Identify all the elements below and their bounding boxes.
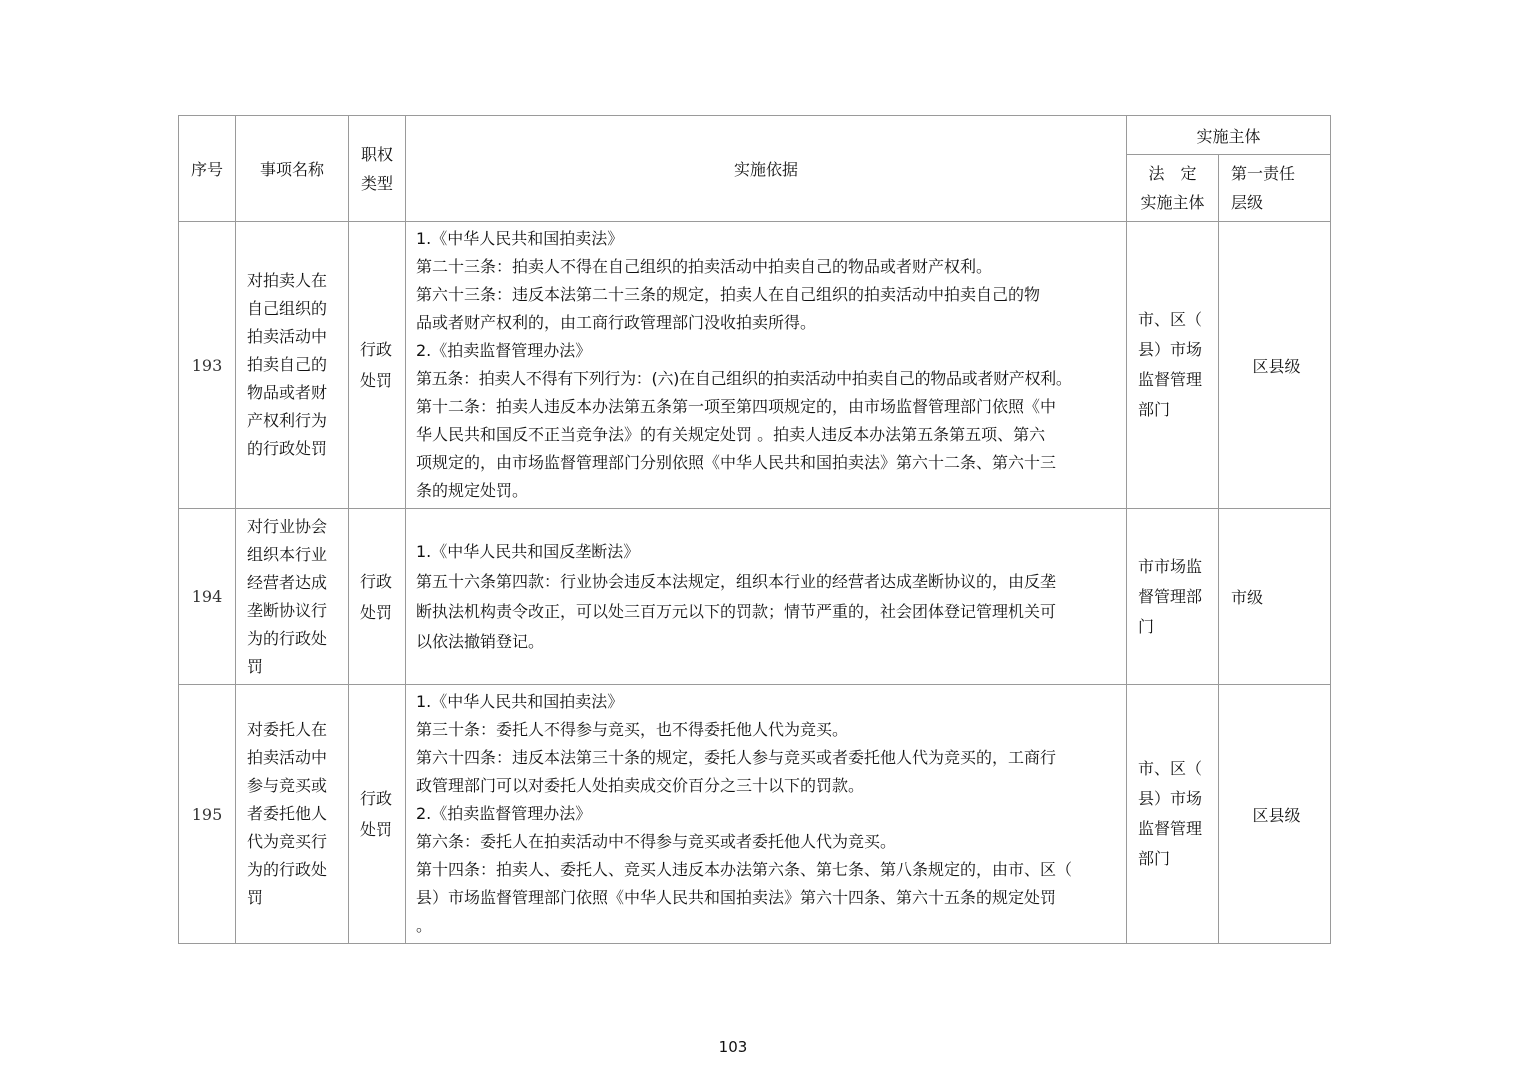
row-seq: 194: [179, 509, 236, 685]
header-name: 事项名称: [236, 116, 349, 222]
row-seq: 195: [179, 685, 236, 944]
subject-line: 监督管理: [1138, 819, 1203, 838]
table-row: [179, 222, 1331, 509]
name-line: 罚: [247, 888, 264, 907]
type-line: 处罚: [360, 602, 393, 622]
basis-line: 第五条：拍卖人不得有下列行为：(六)在自己组织的拍卖活动中拍卖自己的物品或者财产权利。: [416, 369, 1072, 388]
subject-line: 市、区（: [1138, 759, 1203, 778]
table-row: [179, 509, 1331, 685]
basis-line: 第二十三条：拍卖人不得在自己组织的拍卖活动中拍卖自己的物品或者财产权利。: [416, 257, 993, 276]
row-basis: [406, 222, 1127, 509]
row-legal-subject: [1127, 222, 1219, 509]
basis-line: 品或者财产权利的，由工商行政管理部门没收拍卖所得。: [416, 313, 817, 332]
subject-line: 部门: [1138, 400, 1171, 419]
header-level-line2: 层级: [1231, 193, 1264, 212]
row-power-type: [349, 509, 406, 685]
name-line: 对委托人在: [247, 720, 328, 739]
basis-line: 2.《拍卖监督管理办法》: [416, 341, 592, 360]
basis-line: 。: [416, 916, 433, 935]
type-line: 行政: [360, 571, 393, 591]
name-line: 参与竞买或: [247, 776, 328, 795]
row-basis: [406, 509, 1127, 685]
header-row-1: [179, 116, 1331, 155]
header-legal-subject: [1127, 155, 1219, 222]
name-line: 拍卖活动中: [247, 327, 328, 346]
subject-line: 门: [1138, 616, 1155, 636]
subject-line: 县）市场: [1138, 340, 1203, 359]
name-line: 拍卖自己的: [247, 355, 328, 374]
type-line: 行政: [360, 340, 393, 359]
name-line: 为的行政处: [247, 628, 328, 648]
header-seq: 序号: [179, 116, 236, 222]
basis-line: 2.《拍卖监督管理办法》: [416, 804, 592, 823]
header-type: [349, 116, 406, 222]
header-level-line1: 第一责任: [1231, 164, 1296, 183]
name-line: 为的行政处: [247, 860, 328, 879]
subject-line: 市、区（: [1138, 310, 1203, 329]
header-legal-subject-line1: 法 定: [1148, 164, 1197, 183]
row-basis: [406, 685, 1127, 944]
name-line: 自己组织的: [247, 299, 328, 318]
row-seq: 193: [179, 222, 236, 509]
basis-line: 第六十三条：违反本法第二十三条的规定，拍卖人在自己组织的拍卖活动中拍卖自己的物: [416, 285, 1041, 304]
header-type-line1: 职权: [360, 144, 393, 164]
basis-line: 第十四条：拍卖人、委托人、竞买人违反本办法第六条、第七条、第八条规定的，由市、区（: [416, 860, 1073, 879]
table-row: [179, 685, 1331, 944]
header-type-line2: 类型: [360, 173, 393, 193]
subject-line: 督管理部: [1138, 586, 1203, 606]
basis-line: 第五十六条第四款：行业协会违反本法规定，组织本行业的经营者达成垄断协议的，由反垄: [416, 571, 1057, 591]
name-line: 经营者达成: [247, 572, 328, 592]
row-item-name: [236, 509, 349, 685]
row-power-type: [349, 685, 406, 944]
basis-line: 第六十四条：违反本法第三十条的规定，委托人参与竞买或者委托他人代为竞买的，工商行: [416, 748, 1057, 767]
row-item-name: [236, 685, 349, 944]
basis-line: 1.《中华人民共和国拍卖法》: [416, 692, 624, 711]
type-line: 处罚: [360, 820, 393, 839]
subject-line: 市市场监: [1138, 556, 1203, 576]
enforcement-table: [178, 115, 1331, 944]
header-subject-group: 实施主体: [1127, 116, 1331, 155]
subject-line: 部门: [1138, 849, 1171, 868]
row-legal-subject: [1127, 509, 1219, 685]
basis-line: 1.《中华人民共和国反垄断法》: [416, 541, 640, 561]
row-item-name: [236, 222, 349, 509]
name-line: 罚: [247, 656, 264, 676]
basis-line: 断执法机构责令改正，可以处三百万元以下的罚款；情节严重的，社会团体登记管理机关可: [416, 601, 1057, 621]
name-line: 物品或者财: [247, 383, 328, 402]
row-level: 市级: [1219, 509, 1331, 685]
name-line: 拍卖活动中: [247, 748, 328, 767]
basis-line: 项规定的，由市场监督管理部门分别依照《中华人民共和国拍卖法》第六十二条、第六十三: [416, 453, 1057, 472]
name-line: 产权利行为: [247, 411, 328, 430]
header-level: [1219, 155, 1331, 222]
subject-line: 县）市场: [1138, 789, 1203, 808]
name-line: 对拍卖人在: [247, 271, 328, 290]
type-line: 行政: [360, 789, 393, 808]
name-line: 代为竞买行: [247, 832, 328, 851]
header-legal-subject-line2: 实施主体: [1140, 193, 1205, 212]
name-line: 者委托他人: [247, 804, 328, 823]
basis-line: 第六条：委托人在拍卖活动中不得参与竞买或者委托他人代为竞买。: [416, 832, 897, 851]
name-line: 组织本行业: [247, 544, 328, 564]
subject-line: 监督管理: [1138, 370, 1203, 389]
name-line: 的行政处罚: [247, 439, 328, 458]
basis-line: 1.《中华人民共和国拍卖法》: [416, 229, 624, 248]
page-number: 103: [718, 1038, 748, 1056]
name-line: 垄断协议行: [247, 600, 328, 620]
row-legal-subject: [1127, 685, 1219, 944]
basis-line: 以依法撤销登记。: [416, 631, 545, 651]
basis-line: 第三十条：委托人不得参与竞买，也不得委托他人代为竞买。: [416, 720, 849, 739]
basis-line: 政管理部门可以对委托人处拍卖成交价百分之三十以下的罚款。: [416, 776, 865, 795]
basis-line: 县）市场监督管理部门依照《中华人民共和国拍卖法》第六十四条、第六十五条的规定处罚: [416, 888, 1057, 907]
row-level: 区县级: [1219, 222, 1331, 509]
name-line: 对行业协会: [247, 516, 328, 536]
basis-line: 条的规定处罚。: [416, 481, 529, 500]
basis-line: 华人民共和国反不正当竞争法》的有关规定处罚 。拍卖人违反本办法第五条第五项、第六: [416, 425, 1046, 444]
header-basis: 实施依据: [406, 116, 1127, 222]
row-level: 区县级: [1219, 685, 1331, 944]
row-power-type: [349, 222, 406, 509]
basis-line: 第十二条：拍卖人违反本办法第五条第一项至第四项规定的，由市场监督管理部门依照《中: [416, 397, 1057, 416]
type-line: 处罚: [360, 371, 393, 390]
